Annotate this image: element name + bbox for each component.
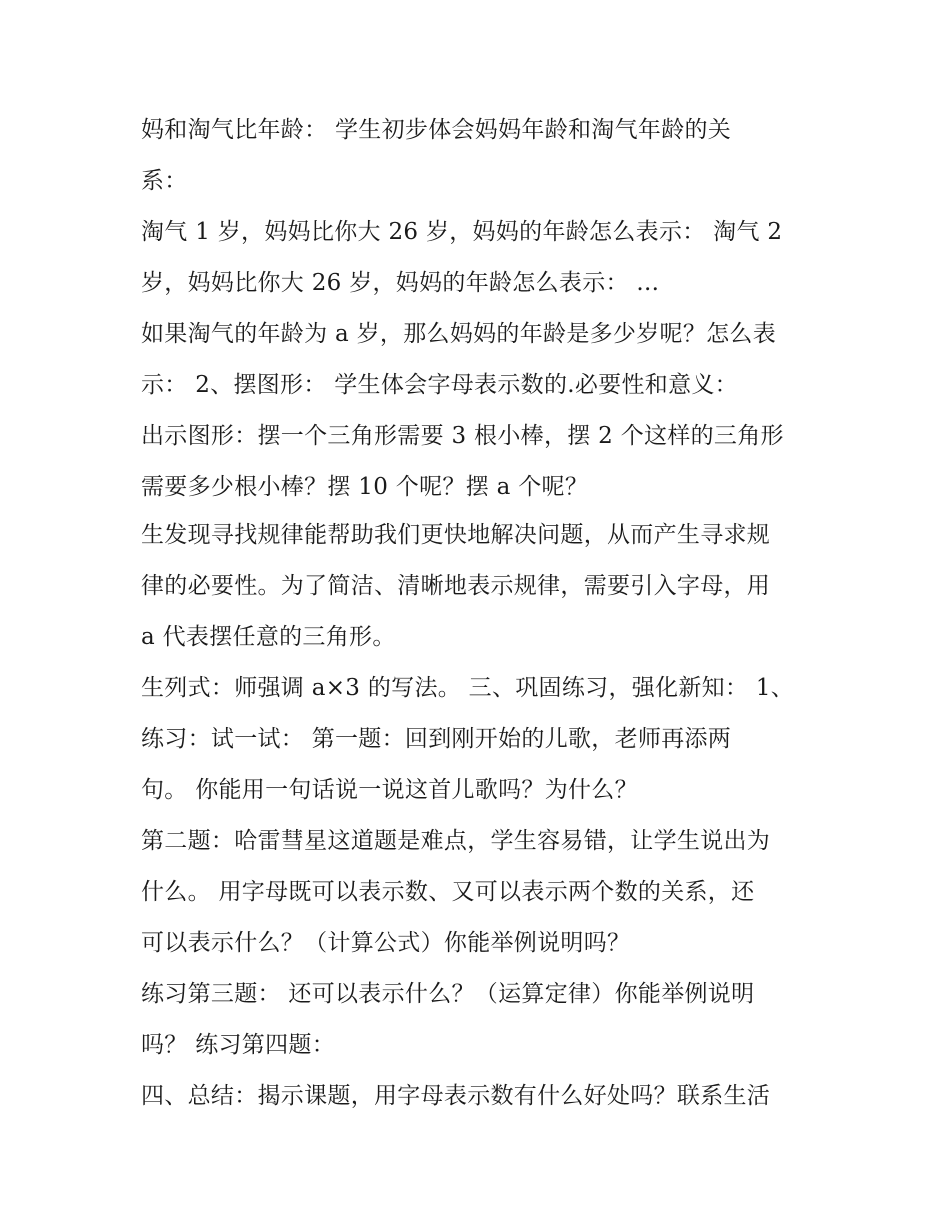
text-line: 练习：试一试： 第一题：回到刚开始的儿歌，老师再添两 [141, 726, 732, 752]
text-line: 妈和淘气比年龄： 学生初步体会妈妈年龄和淘气年龄的关 [141, 117, 732, 143]
text-line: 淘气 1 岁，妈妈比你大 26 岁，妈妈的年龄怎么表示： 淘气 2 [141, 219, 783, 245]
text-line: 生列式：师强调 a×3 的写法。 三、巩固练习，强化新知： 1、 [141, 675, 795, 701]
text-line: 句。 你能用一句话说一说这首儿歌吗？为什么？ [141, 777, 638, 803]
text-line: 第二题：哈雷彗星这道题是难点，学生容易错，让学生说出为 [141, 828, 771, 854]
text-line: 四、总结：揭示课题，用字母表示数有什么好处吗？联系生活 [141, 1083, 771, 1109]
text-line: 可以表示什么？（计算公式）你能举例说明吗？ [141, 930, 631, 956]
text-line: 出示图形：摆一个三角形需要 3 根小棒，摆 2 个这样的三角形 [141, 423, 784, 449]
text-line: 律的必要性。为了简洁、清晰地表示规律，需要引入字母，用 [141, 573, 771, 599]
text-line: 示： 2、摆图形： 学生体会字母表示数的.必要性和意义： [141, 372, 738, 398]
text-line: 岁，妈妈比你大 26 岁，妈妈的年龄怎么表示： ... [141, 270, 660, 296]
text-line: 练习第三题： 还可以表示什么？（运算定律）你能举例说明 [141, 981, 755, 1007]
text-line: 吗？ 练习第四题： [141, 1032, 336, 1058]
text-line: 需要多少根小棒？摆 10 个呢？摆 a 个呢？ [141, 474, 589, 500]
text-line: 什么。 用字母既可以表示数、又可以表示两个数的关系，还 [141, 879, 755, 905]
text-line: 生发现寻找规律能帮助我们更快地解决问题，从而产生寻求规 [141, 522, 771, 548]
text-line: 如果淘气的年龄为 a 岁，那么妈妈的年龄是多少岁呢？怎么表 [141, 321, 777, 347]
text-line: a 代表摆任意的三角形。 [141, 624, 396, 650]
text-line: 系： [141, 168, 188, 194]
